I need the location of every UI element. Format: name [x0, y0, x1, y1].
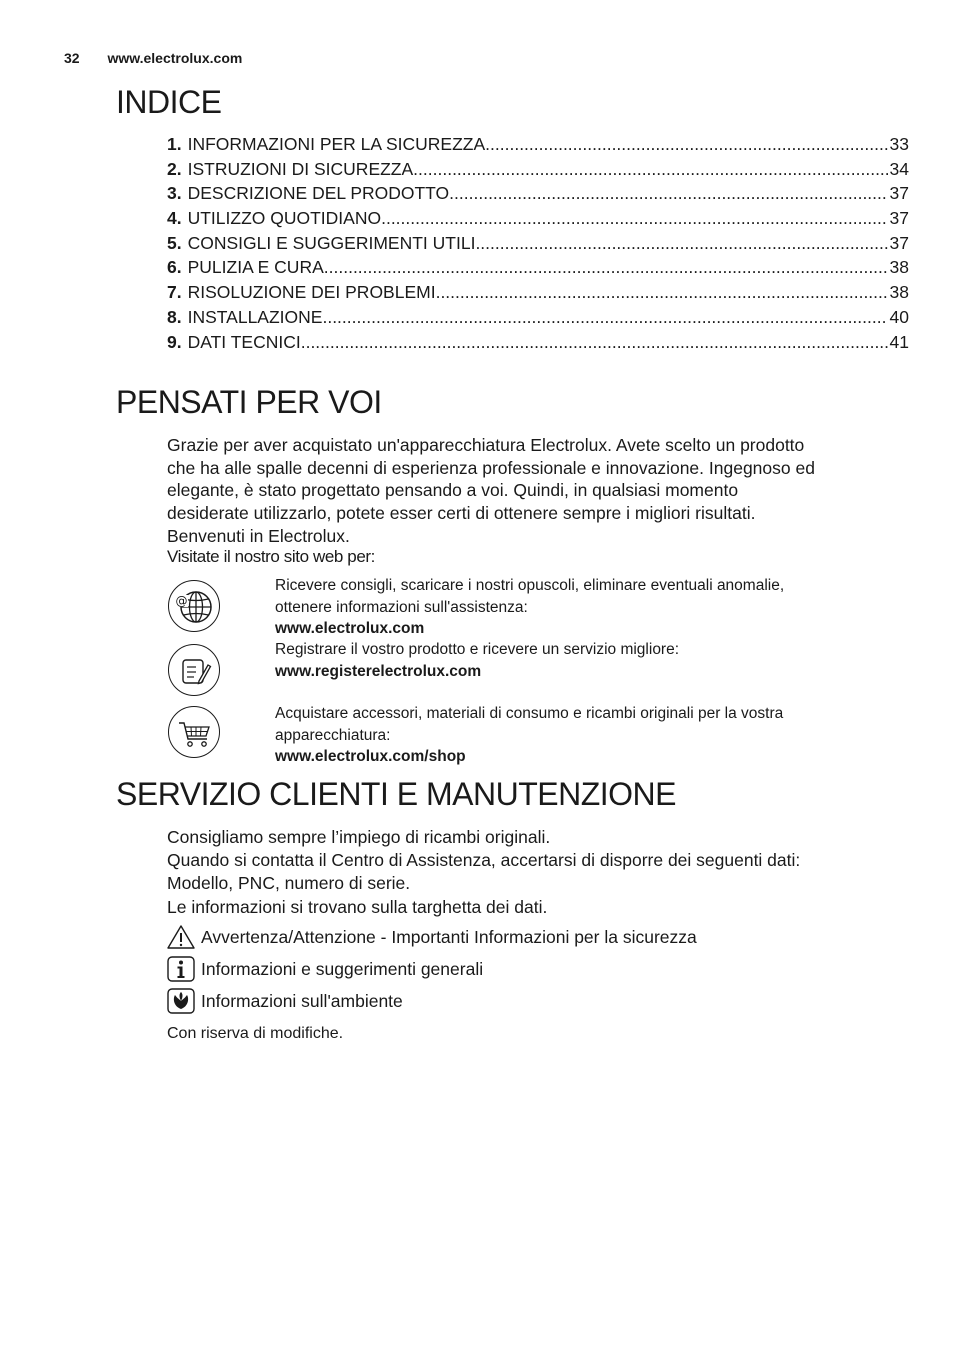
info-icon [167, 956, 195, 982]
svg-text:@: @ [175, 594, 188, 608]
page-header [64, 50, 242, 66]
toc-page: 40 [889, 306, 909, 327]
toc-item-4[interactable] [167, 208, 909, 233]
website-desc-line: apparecchiatura: [275, 726, 391, 744]
header-site-link[interactable]: www.electrolux.com [107, 50, 243, 66]
intro-line: Grazie per aver acquistato un'apparecchiatura Electrolux. Avete scelto un prodotto [167, 435, 805, 455]
toc-number: 1. [167, 134, 182, 154]
intro-line: desiderate utilizzarlo, potete esser certi di ottenere sempre i migliori risultati. [167, 503, 756, 524]
service-line: Quando si contatta il Centro di Assistenza, accertarsi di disporre dei seguenti dati: [167, 850, 801, 871]
toc-item-2[interactable] [167, 159, 909, 184]
intro-line: elegante, è stato progettato pensando a voi. Quindi, in qualsiasi momento [167, 480, 739, 501]
website-desc-line: Acquistare accessori, materiali di consumo e ricambi originali per la vostra [275, 705, 784, 722]
website-url-link[interactable]: www.electrolux.com/shop [275, 748, 466, 765]
disclaimer-note: Con riserva di modifiche. [167, 1025, 344, 1042]
website-url-link[interactable]: www.registerelectrolux.com [275, 662, 482, 680]
toc-title: ISTRUZIONI DI SICUREZZA [187, 158, 414, 179]
toc-title: DESCRIZIONE DEL PRODOTTO [187, 183, 450, 204]
intro-paragraph [167, 434, 907, 548]
toc-title: CONSIGLI E SUGGERIMENTI UTILI [187, 232, 476, 253]
toc-number: 7. [167, 282, 182, 303]
servizio-heading: SERVIZIO CLIENTI E MANUTENZIONE [116, 776, 676, 812]
pensati-heading: PENSATI PER VOI [116, 384, 382, 420]
toc-page: 37 [889, 183, 909, 204]
toc-number: 9. [167, 331, 182, 352]
visit-label: Visitate il nostro sito web per: [167, 547, 375, 566]
toc-leader [322, 307, 887, 328]
toc-leader [449, 183, 887, 204]
indice-heading: INDICE [116, 84, 222, 120]
toc-title: INSTALLAZIONE [187, 306, 323, 327]
toc-page: 37 [889, 208, 909, 229]
toc-item-6[interactable] [167, 257, 909, 282]
symbol-label: Avvertenza/Attenzione - Importanti Informazioni per la sicurezza [201, 926, 697, 947]
warning-triangle-icon [167, 924, 195, 950]
toc-number: 5. [167, 232, 182, 253]
toc-number: 3. [167, 183, 182, 204]
toc-item-3[interactable] [167, 183, 909, 208]
service-line: Consigliamo sempre l’impiego di ricambi originali. [167, 827, 551, 847]
symbol-warning [167, 924, 697, 950]
toc-item-5[interactable] [167, 233, 909, 258]
toc-leader [436, 282, 888, 303]
toc-title: RISOLUZIONE DEI PROBLEMI [187, 282, 436, 303]
symbol-info [167, 956, 483, 982]
toc-title: DATI TECNICI [187, 331, 301, 352]
page-number: 32 [64, 50, 80, 66]
toc-page: 38 [889, 282, 909, 303]
environment-leaf-icon [167, 988, 195, 1014]
toc-number: 2. [167, 158, 182, 179]
toc-number: 8. [167, 306, 182, 327]
toc-title: INFORMAZIONI PER LA SICUREZZA [187, 134, 486, 154]
service-line: Le informazioni si trovano sulla targhetta dei dati. [167, 896, 548, 917]
toc-leader [413, 159, 887, 180]
toc-leader [475, 233, 887, 254]
toc-leader [381, 208, 887, 229]
toc-item-9[interactable] [167, 332, 909, 357]
symbol-environment [167, 988, 403, 1014]
website-item-shop [275, 703, 895, 768]
shopping-cart-icon [168, 706, 220, 758]
website-item-info [275, 575, 895, 640]
toc-leader [324, 257, 888, 278]
intro-line: che ha alle spalle decenni di esperienza professionale e innovazione. Ingegnoso ed [167, 457, 815, 478]
toc-page: 34 [889, 158, 909, 179]
toc-title: UTILIZZO QUOTIDIANO [187, 208, 382, 229]
service-text [167, 826, 907, 919]
toc-page: 38 [889, 257, 909, 278]
website-desc-line: Ricevere consigli, scaricare i nostri opuscoli, eliminare eventuali anomalie, [275, 577, 785, 594]
toc-item-1[interactable] [167, 134, 909, 159]
globe-at-icon [168, 580, 220, 632]
toc-leader [301, 332, 888, 353]
intro-line: Benvenuti in Electrolux. [167, 525, 350, 546]
website-url-link[interactable]: www.electrolux.com [275, 620, 425, 637]
toc-title: PULIZIA E CURA [187, 257, 324, 278]
register-notepad-icon [168, 644, 220, 696]
website-item-register [275, 639, 895, 682]
website-desc-line: ottenere informazioni sull'assistenza: [275, 598, 528, 616]
symbol-label: Informazioni sull'ambiente [201, 990, 403, 1011]
toc-number: 6. [167, 257, 182, 278]
service-line: Modello, PNC, numero di serie. [167, 873, 411, 894]
table-of-contents [167, 134, 909, 356]
website-desc-line: Registrare il vostro prodotto e ricevere un servizio migliore: [275, 641, 680, 658]
toc-page: 37 [889, 232, 909, 253]
toc-page: 33 [889, 134, 909, 154]
toc-leader [485, 134, 887, 155]
toc-item-7[interactable] [167, 282, 909, 307]
toc-page: 41 [889, 331, 909, 352]
toc-number: 4. [167, 208, 182, 229]
toc-item-8[interactable] [167, 307, 909, 332]
symbol-label: Informazioni e suggerimenti generali [201, 958, 484, 979]
